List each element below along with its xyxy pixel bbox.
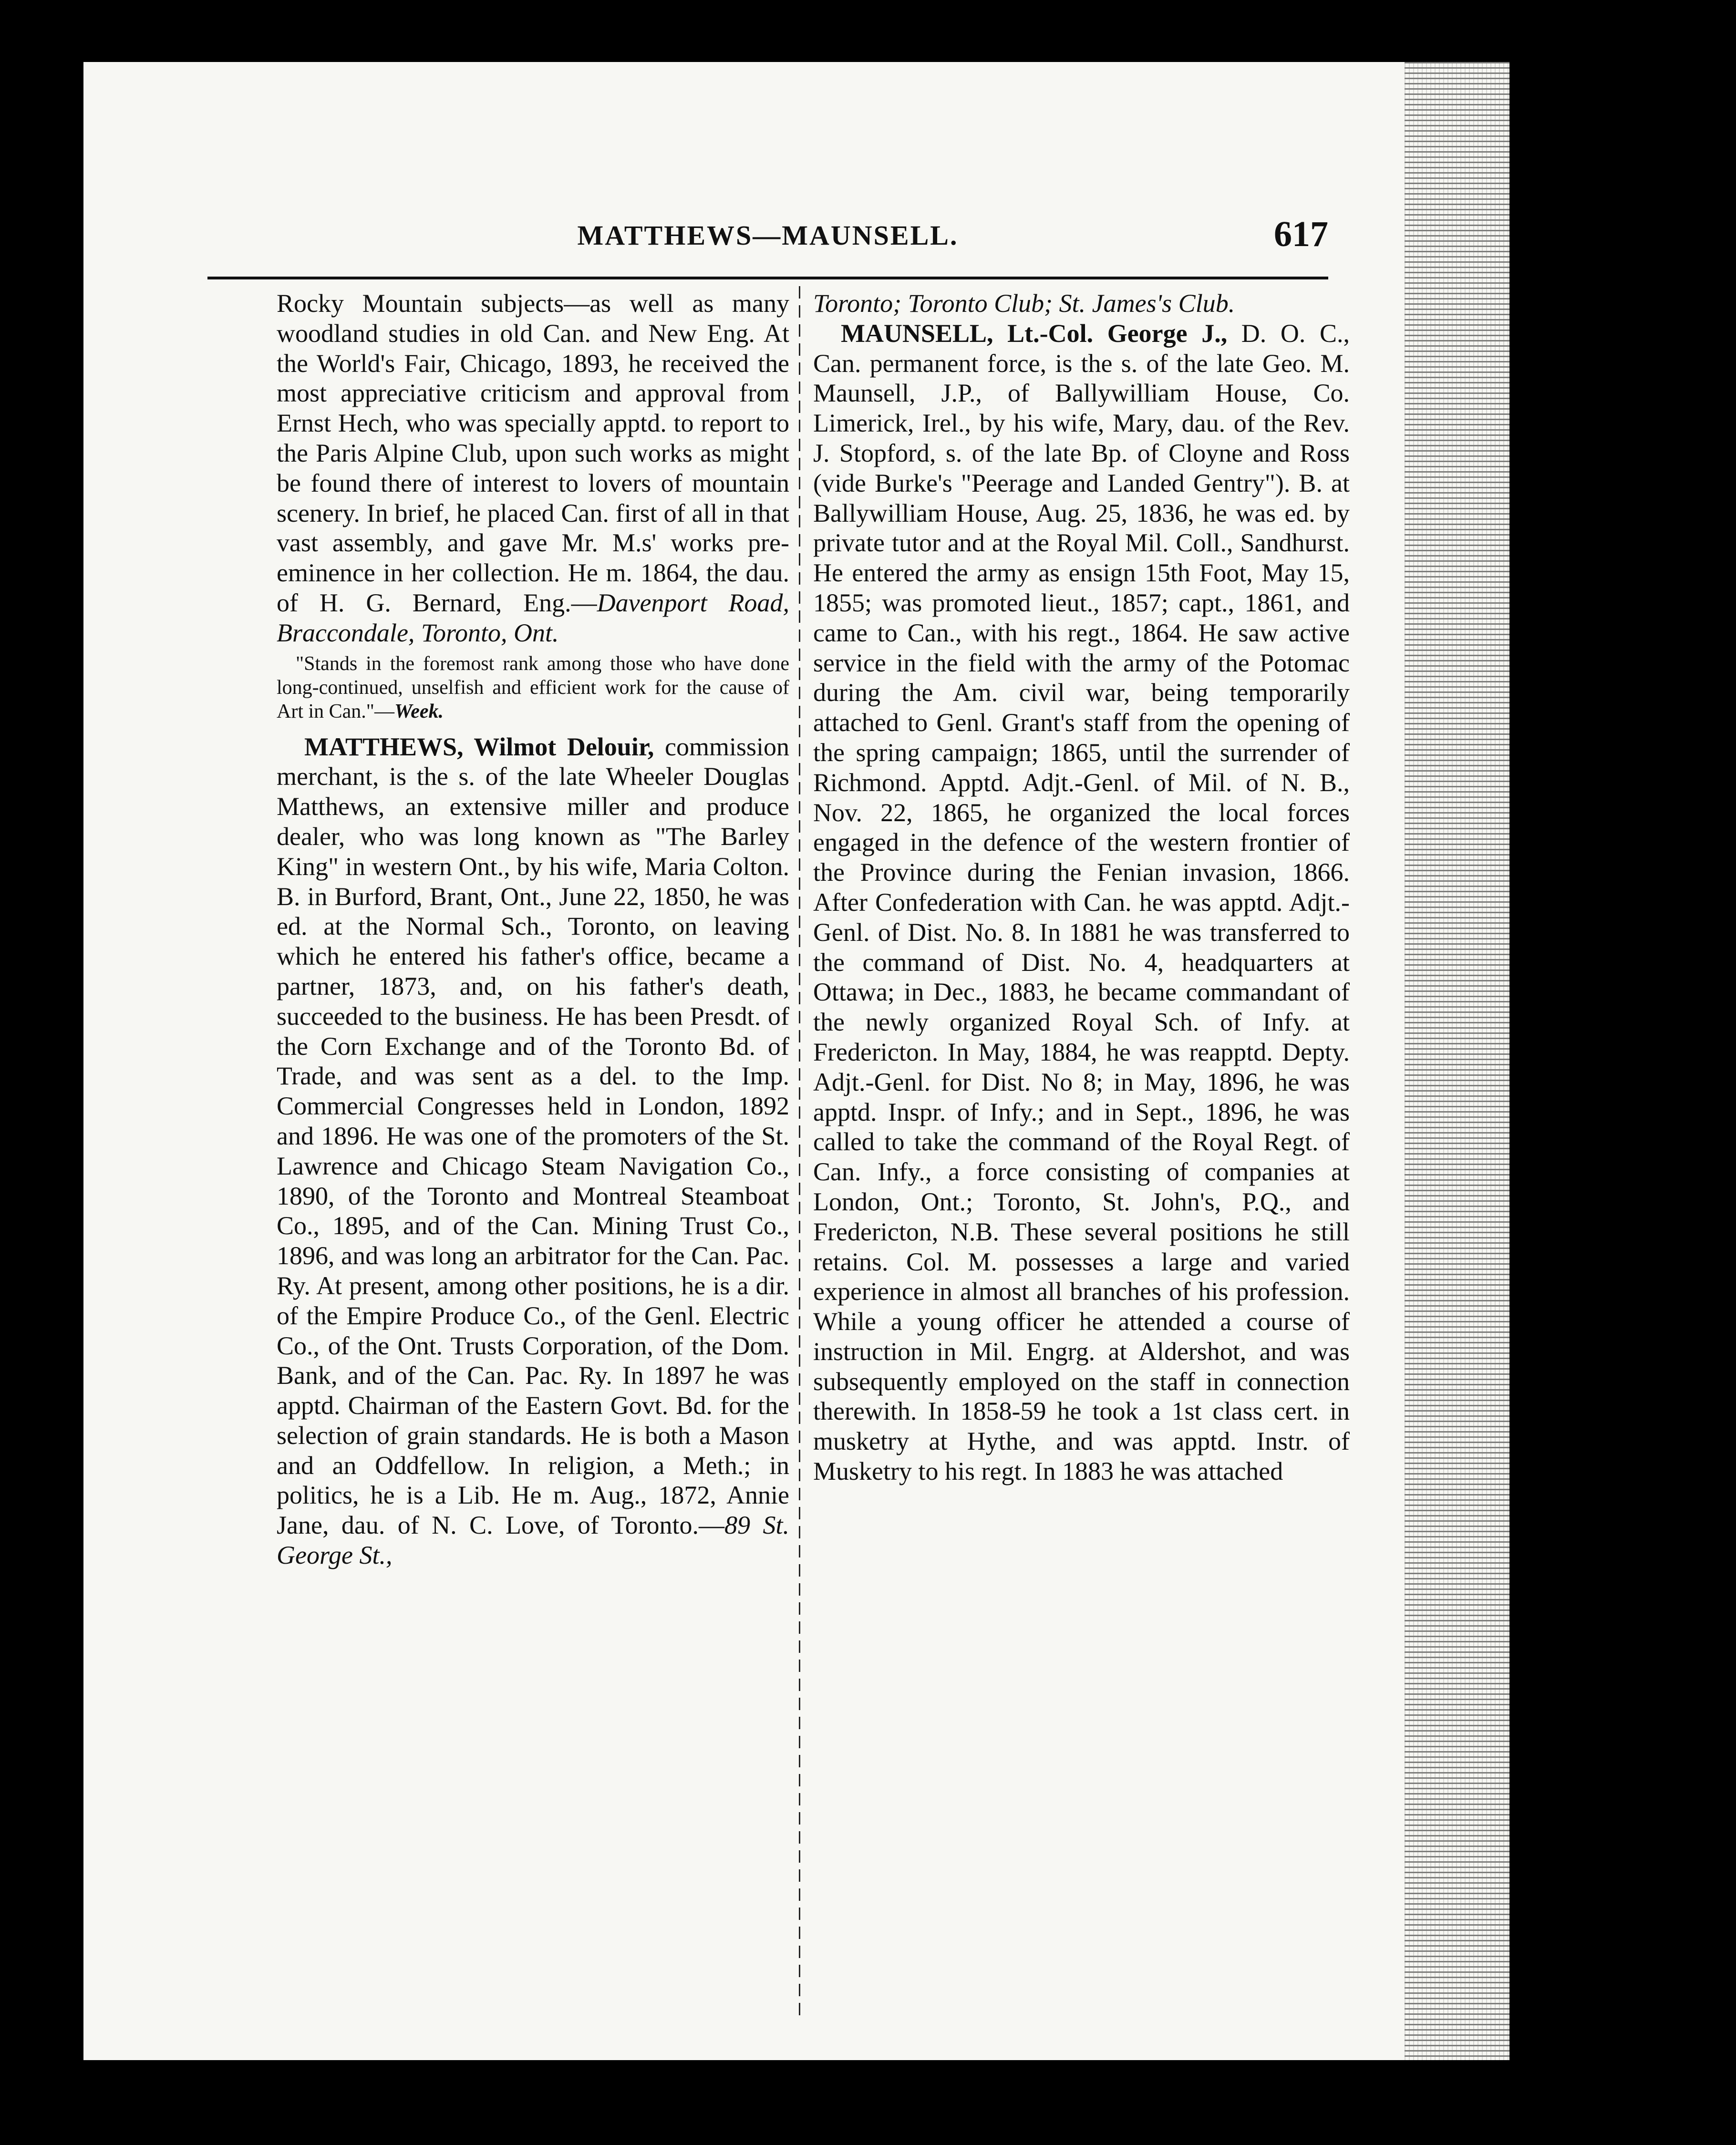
- entry-address-matthews: 89 St. George St.,: [277, 1511, 789, 1570]
- quote-text: "Stands in the foremost rank among those who have done long-continued, unselfish and efficient work for the cause of Art in Can."—: [277, 652, 789, 722]
- header-title: MATTHEWS—MAUNSELL.: [577, 220, 959, 251]
- column-divider: [799, 286, 800, 2017]
- book-page: [83, 62, 1509, 2060]
- entry-name-matthews: MATTHEWS, Wilmot Delouir,: [304, 732, 654, 761]
- continuation-text: Rocky Mountain subjects—as well as many woodland studies in old Can. and New Eng. At the World's Fair, Chicago, 1893, he received the most appreciative criticism and approval from Ernst Hech, who was specially apptd. to report to the Paris Alpine Club, upon such works as might be found there of interest to lovers of mountain scenery. In brief, he placed Can. first of all in that vast assembly, and gave Mr. M.s' works pre-eminence in her collection. He m. 1864, the dau. of H. G. Bernard, Eng.—: [277, 289, 789, 617]
- previous-entry-continuation: [277, 289, 789, 648]
- quote-source: Week.: [394, 700, 444, 722]
- entry-text-matthews: commission merchant, is the s. of the late Wheeler Douglas Matthews, an extensive miller and produce dealer, who was long known as "The Barley King" in western Ont., by his wife, Maria Colton. B. in Burford, Brant, Ont., June 22, 1850, he was ed. at the Normal Sch., Toronto, on leaving which he entered his father's office, became a partner, 1873, and, on his father's death, succeeded to the business. He has been Presdt. of the Corn Exchange and of the Toronto Bd. of Trade, and was sent as a del. to the Imp. Commercial Congresses held in London, 1892 and 1896. He was one of the promoters of the St. Lawrence and Chicago Steam Navigation Co., 1890, of the Toronto and Montreal Steamboat Co., 1895, and of the Can. Mining Trust Co., 1896, and was long an arbitrator for the Can. Pac. Ry. At present, among other positions, he is a dir. of the Empire Produce Co., of the Genl. Electric Co., of the Ont. Trusts Corporation, of the Dom. Bank, and of the Can. Pac. Ry. In 1897 he was apptd. Chairman of the Eastern Govt. Bd. for the selection of grain standards. He is both a Mason and an Oddfellow. In religion, a Meth.; in politics, he is a Lib. He m. Aug., 1872, Annie Jane, dau. of N. C. Love, of Toronto.—: [277, 732, 790, 1540]
- entry-text-maunsell: D. O. C., Can. permanent force, is the s. of the late Geo. M. Maunsell, J.P., of Ballywilliam House, Co. Limerick, Irel., by his wife, Mary, dau. of the Rev. J. Stopford, s. of the late Bp. of Cloyne and Ross (vide Burke's "Peerage and Landed Gentry"). B. at Ballywilliam House, Aug. 25, 1836, he was ed. by private tutor and at the Royal Mil. Coll., Sandhurst. He entered the army as ensign 15th Foot, May 15, 1855; was promoted lieut., 1857; capt., 1861, and came to Can., with his regt., 1864. He saw active service in the field with the army of the Potomac during the Am. civil war, being temporarily attached to Genl. Grant's staff from the opening of the spring campaign; 1865, until the surrender of Richmond. Apptd. Adjt.-Genl. of Mil. of N. B., Nov. 22, 1865, he organized the local forces engaged in the defence of the western frontier of the Province during the Fenian invasion, 1866. After Confederation with Can. he was apptd. Adjt.-Genl. of Dist. No. 8. In 1881 he was transferred to the command of Dist. No. 4, headquarters at Ottawa; in Dec., 1883, he became commandant of the newly organized Royal Sch. of Infy. at Fredericton. In May, 1884, he was reapptd. Depty. Adjt.-Genl. for Dist. No 8; in May, 1896, he was apptd. Inspr. of Infy.; and in Sept., 1896, he was called to take the command of the Royal Regt. of Can. Infy., a force consisting of companies at London, Ont.; Toronto, St. John's, P.Q., and Fredericton, N.B. These several positions he still retains. Col. M. possesses a large and varied experience in almost all branches of his profession. While a young officer he attended a course of instruction in Mil. Engrg. at Aldershot, and was subsequently employed on the staff in connection therewith. In 1858-59 he took a 1st class cert. in musketry at Hythe, and was apptd. Instr. of Musketry to his regt. In 1883 he was attached: [813, 319, 1350, 1486]
- press-quote: [277, 652, 789, 723]
- header-rule: [207, 277, 1328, 279]
- left-column: [277, 289, 789, 1570]
- entry-maunsell: [813, 319, 1350, 1486]
- matthews-address-continuation: [813, 289, 1350, 319]
- continuation-address: Davenport Road, Braccondale, Toronto, Ont.: [277, 588, 789, 647]
- continuation-address-right: Toronto; Toronto Club; St. James's Club.: [813, 289, 1235, 318]
- page-edge-damage: [1405, 62, 1509, 2060]
- page-number: 617: [1274, 214, 1328, 254]
- entry-name-maunsell: MAUNSELL, Lt.-Col. George J.,: [841, 319, 1228, 348]
- entry-matthews: [277, 732, 789, 1570]
- running-header: [207, 162, 1328, 254]
- right-column: [813, 289, 1350, 1486]
